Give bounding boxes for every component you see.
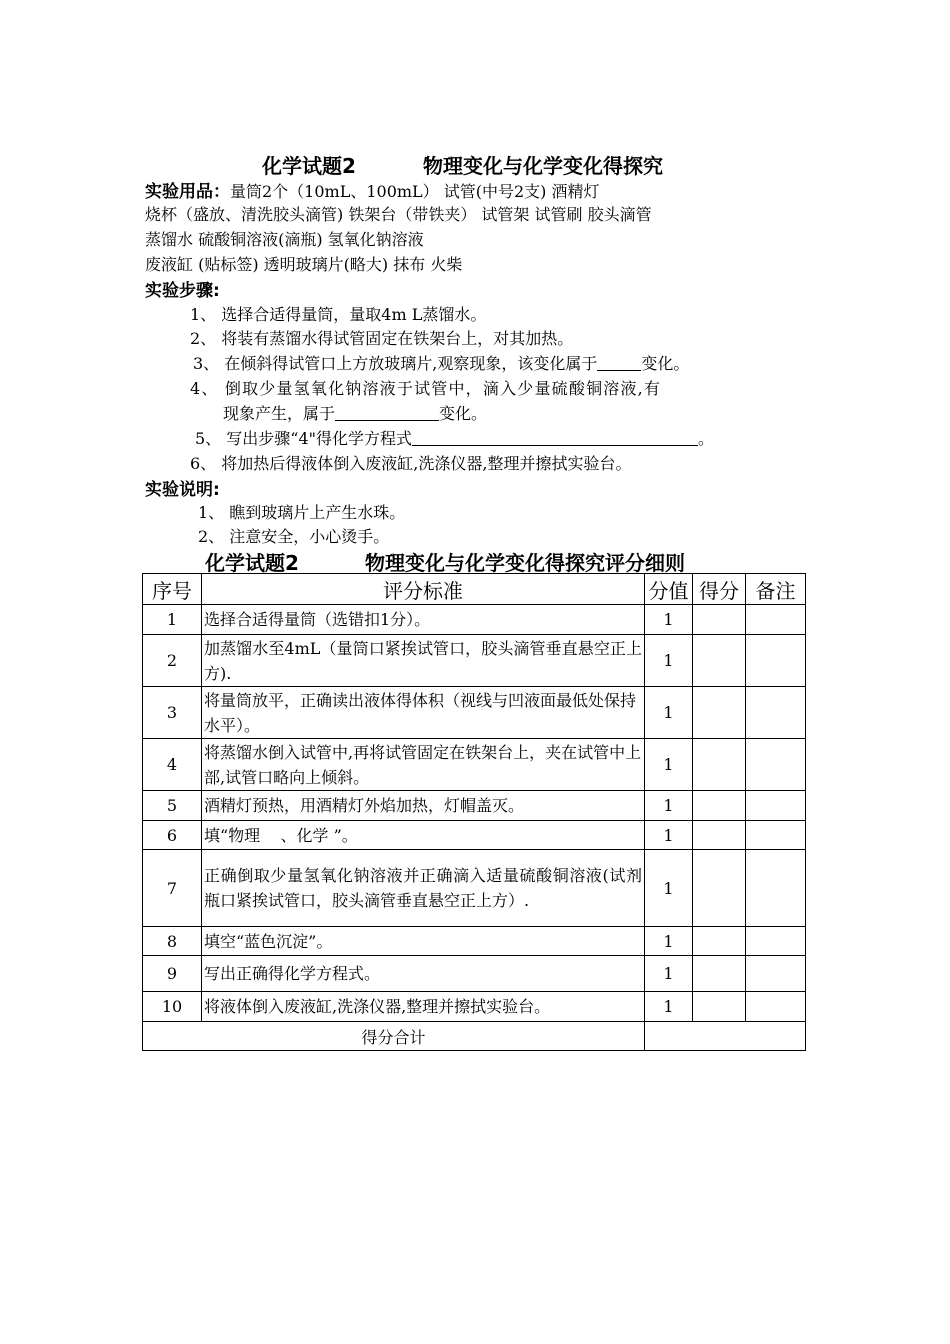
row-criteria: 加蒸馏水至4mL（量筒口紧挨试管口，胶头滴管垂直悬空正上方). (202, 635, 645, 687)
note-2: 2、 注意安全，小心烫手。 (198, 527, 390, 546)
step-3-blank (597, 354, 641, 371)
step-5-end: 。 (698, 429, 715, 448)
row-remark-cell (746, 739, 806, 791)
step-3-text: 3、 在倾斜得试管口上方放玻璃片,观察现象，该变化属于 (193, 354, 598, 373)
table-row (143, 791, 806, 821)
row-points: 1 (645, 927, 693, 956)
scoring-table (142, 573, 806, 1051)
materials-line2: 烧杯（盛放、清洗胶头滴管) 铁架台（带铁夹） 试管架 试管刷 胶头滴管 (145, 205, 652, 224)
step-6: 6、 将加热后得液体倒入废液缸,洗涤仪器,整理并擦拭实验台。 (190, 454, 632, 473)
table-title-right: 物理变化与化学变化得探究评分细则 (365, 551, 685, 575)
row-no: 2 (143, 635, 202, 687)
step-5 (195, 426, 714, 449)
table-row (143, 821, 806, 850)
row-remark-cell (746, 687, 806, 739)
row-remark-cell (746, 635, 806, 687)
row-no: 1 (143, 605, 202, 635)
row-points: 1 (645, 850, 693, 927)
table-row (143, 927, 806, 956)
step-3 (193, 351, 689, 374)
row-score-cell (693, 635, 746, 687)
row-no: 8 (143, 927, 202, 956)
header-no: 序号 (143, 574, 202, 605)
row-no: 4 (143, 739, 202, 791)
row-remark-cell (746, 791, 806, 821)
table-header-row (143, 574, 806, 605)
row-criteria: 写出正确得化学方程式。 (202, 956, 645, 992)
step-4-text: 现象产生，属于 (223, 404, 336, 423)
row-score-cell (693, 992, 746, 1022)
row-score-cell (693, 821, 746, 850)
total-label: 得分合计 (143, 1022, 645, 1051)
row-points: 1 (645, 821, 693, 850)
step-2: 2、 将装有蒸馏水得试管固定在铁架台上，对其加热。 (190, 329, 574, 348)
table-row (143, 850, 806, 927)
header-score: 得分 (693, 574, 746, 605)
table-row (143, 687, 806, 739)
row-remark-cell (746, 821, 806, 850)
row-remark-cell (746, 956, 806, 992)
row-points: 1 (645, 635, 693, 687)
table-row (143, 992, 806, 1022)
row-score-cell (693, 739, 746, 791)
row-criteria: 酒精灯预热，用酒精灯外焰加热，灯帽盖灭。 (202, 791, 645, 821)
row-no: 3 (143, 687, 202, 739)
row-criteria: 将蒸馏水倒入试管中,再将试管固定在铁架台上，夹在试管中上部,试管口略向上倾斜。 (202, 739, 645, 791)
row-remark-cell (746, 992, 806, 1022)
row-score-cell (693, 927, 746, 956)
table-row (143, 605, 806, 635)
step-4-cont (223, 401, 487, 424)
materials-label: 实验用品： (145, 182, 230, 202)
row-score-cell (693, 956, 746, 992)
row-remark-cell (746, 850, 806, 927)
page-title-right: 物理变化与化学变化得探究 (423, 154, 663, 178)
total-value-cell (645, 1022, 806, 1051)
row-remark-cell (746, 605, 806, 635)
materials-text-1: 量筒2个（10mL、100mL） 试管(中号2支) 酒精灯 (230, 182, 600, 201)
row-points: 1 (645, 791, 693, 821)
row-points: 1 (645, 605, 693, 635)
materials-line4: 废液缸 (贴标签) 透明玻璃片(略大) 抹布 火柴 (145, 255, 463, 274)
row-points: 1 (645, 739, 693, 791)
row-score-cell (693, 791, 746, 821)
header-remark: 备注 (746, 574, 806, 605)
row-criteria: 将量筒放平，正确读出液体得体积（视线与凹液面最低处保持水平）。 (202, 687, 645, 739)
table-title-left: 化学试题2 (205, 551, 299, 575)
table-total-row (143, 1022, 806, 1051)
table-row (143, 956, 806, 992)
step-5-text: 5、 写出步骤“4"得化学方程式 (195, 429, 412, 448)
row-criteria: 正确倒取少量氢氧化钠溶液并正确滴入适量硫酸铜溶液(试剂瓶口紧挨试管口，胶头滴管垂直悬空正上方）. (202, 850, 645, 927)
step-4-blank (335, 404, 439, 421)
row-score-cell (693, 850, 746, 927)
row-criteria: 选择合适得量筒（选错扣1分）。 (202, 605, 645, 635)
row-no: 7 (143, 850, 202, 927)
row-no: 10 (143, 992, 202, 1022)
row-criteria: 填空“蓝色沉淀”。 (202, 927, 645, 956)
row-no: 9 (143, 956, 202, 992)
note-1: 1、 瞧到玻璃片上产生水珠。 (198, 503, 406, 522)
row-points: 1 (645, 687, 693, 739)
row-no: 6 (143, 821, 202, 850)
table-row (143, 739, 806, 791)
row-criteria: 将液体倒入废液缸,洗涤仪器,整理并擦拭实验台。 (202, 992, 645, 1022)
row-points: 1 (645, 992, 693, 1022)
step-5-blank (412, 429, 698, 446)
row-score-cell (693, 687, 746, 739)
row-no: 5 (143, 791, 202, 821)
page-title-left: 化学试题2 (262, 154, 356, 178)
materials-line3: 蒸馏水 硫酸铜溶液(滴瓶) 氢氧化钠溶液 (145, 230, 424, 249)
row-criteria: 填“物理 、化学 ”。 (202, 821, 645, 850)
row-score-cell (693, 605, 746, 635)
row-points: 1 (645, 956, 693, 992)
table-row (143, 635, 806, 687)
step-4: 4、 倒取少量氢氧化钠溶液于试管中，滴入少量硫酸铜溶液,有 (190, 379, 662, 398)
header-points: 分值 (645, 574, 693, 605)
materials-line1 (145, 177, 600, 202)
notes-label: 实验说明: (145, 480, 220, 500)
header-criteria: 评分标准 (202, 574, 645, 605)
steps-label: 实验步骤: (145, 281, 220, 301)
step-1: 1、 选择合适得量筒，量取4m L蒸馏水。 (190, 305, 487, 324)
step-3-end: 变化。 (641, 354, 690, 373)
row-remark-cell (746, 927, 806, 956)
step-4-end: 变化。 (439, 404, 488, 423)
